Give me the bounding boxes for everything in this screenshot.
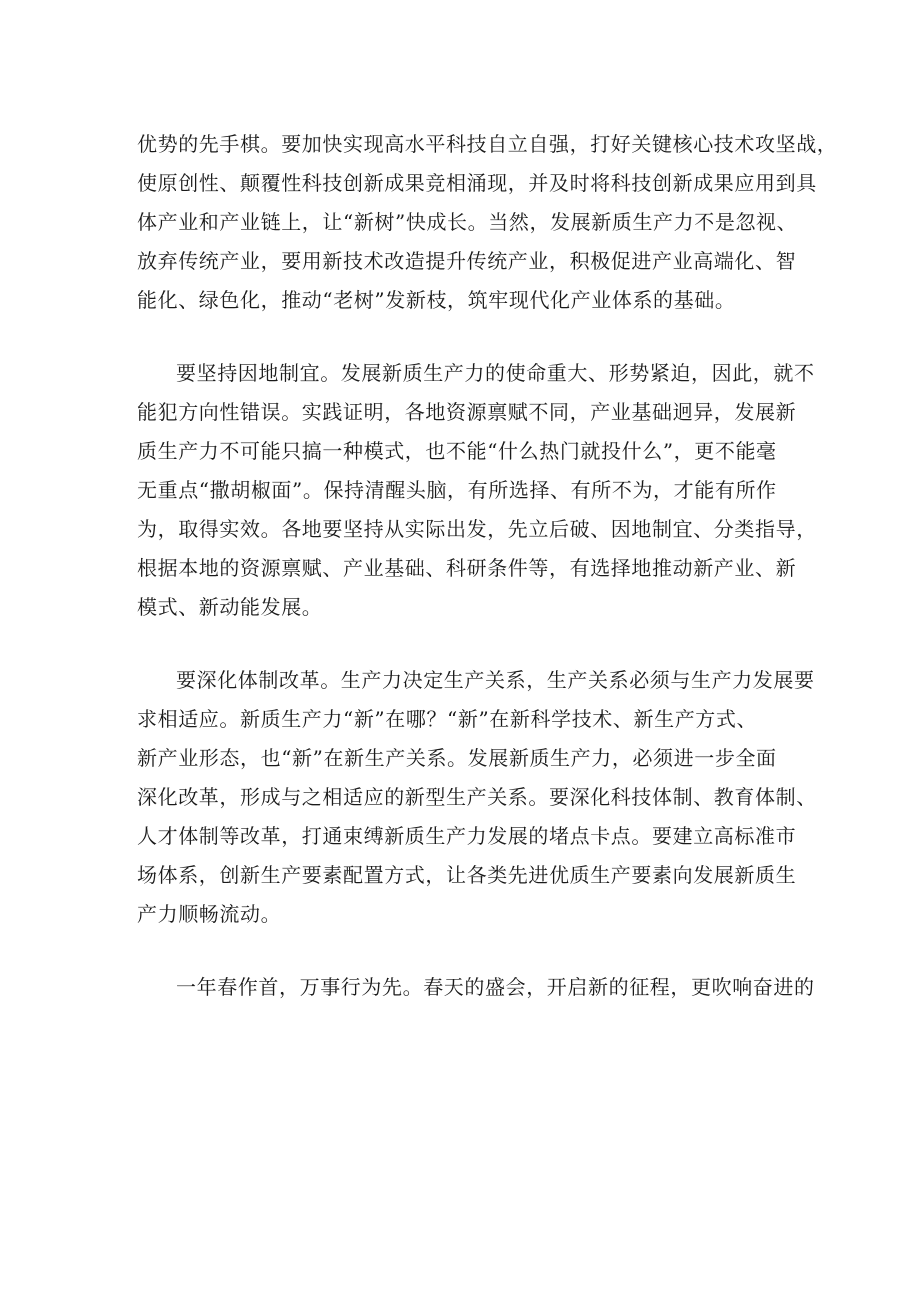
text-line: 使原创性、颠覆性科技创新成果竞相涌现，并及时将科技创新成果应用到具: [137, 171, 817, 195]
text-line: 为，取得实效。各地要坚持从实际出发，先立后破、因地制宜、分类指导，: [137, 517, 817, 541]
text-line: 无重点“撒胡椒面”。保持清醒头脑，有所选择、有所不为，才能有所作: [137, 478, 777, 502]
text-line: 一年春作首，万事行为先。春天的盛会，开启新的征程，更吹响奋进的: [176, 975, 815, 999]
text-line: 体产业和产业链上，让“新树”快成长。当然，发展新质生产力不是忽视、: [137, 210, 798, 234]
text-line: 要坚持因地制宜。发展新质生产力的使命重大、形势紧迫，因此，就不: [176, 361, 815, 385]
text-line: 根据本地的资源禀赋、产业基础、科研条件等，有选择地推动新产业、新: [137, 556, 797, 580]
text-line: 放弃传统产业，要用新技术改造提升传统产业，积极促进产业高端化、智: [137, 249, 797, 273]
text-line: 要深化体制改革。生产力决定生产关系，生产关系必须与生产力发展要: [176, 668, 815, 692]
text-line: 求相适应。新质生产力“新”在哪？“新”在新科学技术、新生产方式、: [137, 707, 758, 731]
text-line: 优势的先手棋。要加快实现高水平科技自立自强，打好关键核心技术攻坚战，: [137, 132, 838, 156]
text-line: 产力顺畅流动。: [137, 902, 282, 926]
text-line: 能化、绿色化，推动“老树”发新枝，筑牢现代化产业体系的基础。: [137, 288, 736, 312]
text-line: 人才体制等改革，打通束缚新质生产力发展的堵点卡点。要建立高标准市: [137, 824, 797, 848]
text-line: 场体系，创新生产要素配置方式，让各类先进优质生产要素向发展新质生: [137, 863, 797, 887]
text-line: 质生产力不可能只搞一种模式，也不能“什么热门就投什么”，更不能毫: [137, 439, 777, 463]
text-line: 能犯方向性错误。实践证明，各地资源禀赋不同，产业基础迥异，发展新: [137, 400, 797, 424]
text-line: 深化改革，形成与之相适应的新型生产关系。要深化科技体制、教育体制、: [137, 785, 817, 809]
text-line: 模式、新动能发展。: [137, 595, 323, 619]
text-line: 新产业形态，也“新”在新生产关系。发展新质生产力，必须进一步全面: [137, 746, 777, 770]
